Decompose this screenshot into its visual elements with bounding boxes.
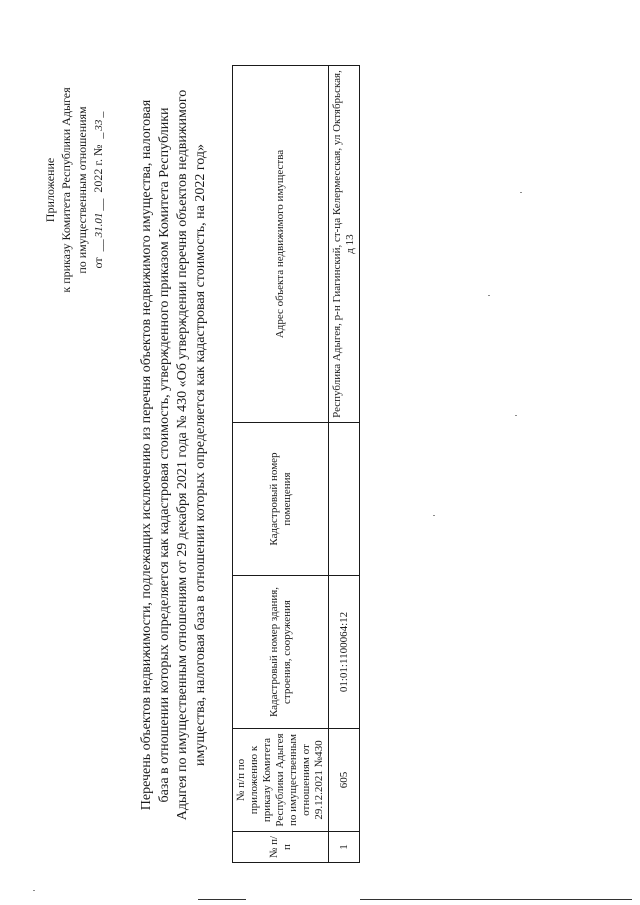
title-line-4: имущества, налоговая база в отношении которых определяется как кадастровая стоимость, на 2022 год» — [193, 144, 208, 766]
table-row — [329, 66, 360, 863]
scan-speck — [515, 415, 517, 416]
title-line-2: база в отношении которых определяется как кадастровая стоимость, утвержденного приказом Комитета Республики — [157, 107, 172, 803]
title-line-1: Перечень объектов недвижимости, подлежащих исключению из перечня объектов недвижимого имущества, налоговая — [139, 99, 154, 811]
appendix-block — [42, 40, 107, 340]
appendix-title: Приложение — [43, 157, 57, 223]
date-prefix: от — [91, 257, 105, 269]
header-cadastral-building: Кадастровый номер здания, строения, сооружения — [233, 576, 329, 729]
header-num: № п/п — [233, 832, 329, 863]
appendix-date-line: от __31.01__ 2022 г. № _33_ — [91, 111, 105, 269]
header-address: Адрес объекта недвижимого имущества — [233, 66, 329, 423]
table-header-row — [233, 66, 329, 863]
cell-address: Республика Адыгея, р-н Гиагинский, ст-ца Келермесская, ул Октябрьская, д 13 — [329, 66, 360, 423]
scan-speck — [488, 295, 490, 296]
year-text: 2022 г. № — [91, 144, 105, 193]
scan-speck — [33, 890, 35, 891]
header-order-num: № п/п по приложению к приказу Комитета Республики Адыгея по имущественным отношениям от 29.12.2021 №430 — [233, 729, 329, 832]
handwritten-number: 33 — [93, 119, 105, 131]
title-line-3: Адыгея по имущественным отношениям от 29 декабря 2021 года № 430 «Об утверждении перечня объектов недвижимого — [175, 89, 190, 821]
handwritten-date: 31.01 — [93, 212, 105, 238]
scan-speck — [520, 192, 522, 193]
scan-edge-line-short — [198, 899, 246, 900]
objects-table — [232, 65, 360, 863]
cell-order-num: 605 — [329, 729, 360, 832]
cell-cadastral-room — [329, 423, 360, 576]
header-cadastral-room: Кадастровый номер помещения — [233, 423, 329, 576]
cell-cadastral-building: 01:01:1100064:12 — [329, 576, 360, 729]
cell-num: 1 — [329, 832, 360, 863]
scan-edge-line — [360, 899, 632, 900]
appendix-committee-line: по имущественным отношениям — [75, 106, 89, 274]
appendix-order-line: к приказу Комитета Республики Адыгея — [59, 87, 73, 293]
scan-speck — [433, 515, 435, 516]
document-title — [138, 25, 210, 885]
